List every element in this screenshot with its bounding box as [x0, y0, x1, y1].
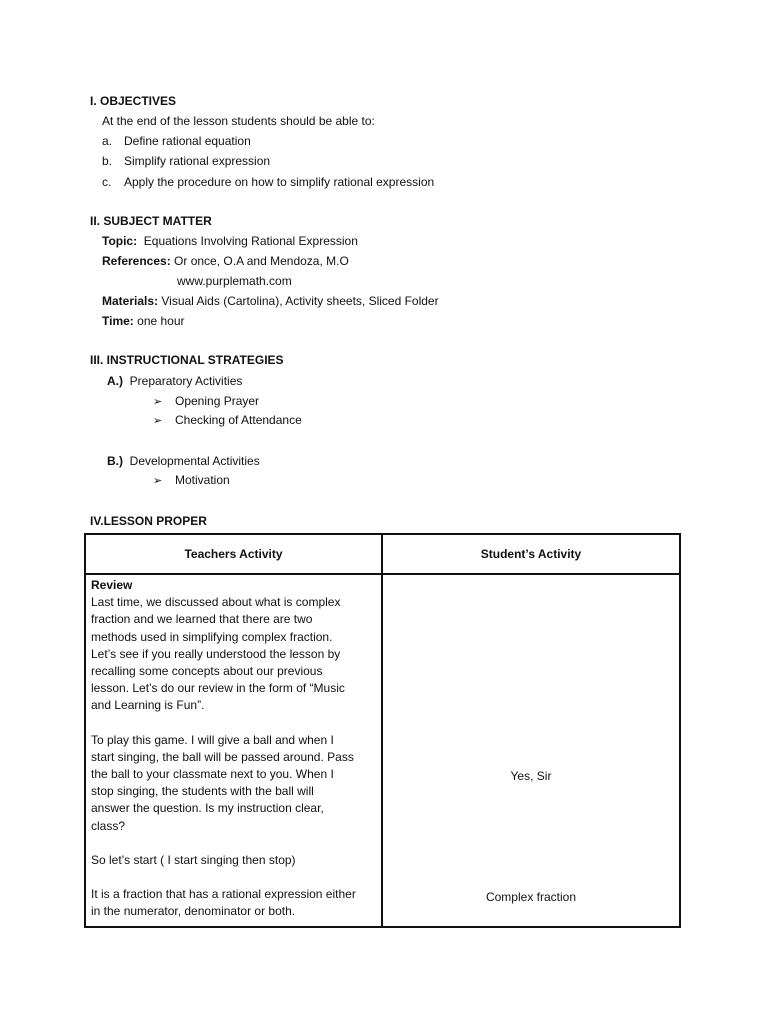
list-item-text: Opening Prayer [175, 394, 260, 408]
list-item [153, 472, 230, 489]
materials-value: Visual Aids (Cartolina), Activity sheets, Sliced Folder [161, 294, 439, 308]
list-marker: b. [102, 154, 113, 168]
objectives-heading: I. OBJECTIVES [90, 94, 177, 108]
references-url: www.purplemath.com [177, 274, 292, 288]
developmental-label: Developmental Activities [129, 454, 260, 468]
references-line [102, 253, 349, 269]
table-header-row [85, 534, 680, 574]
list-marker: a. [102, 134, 113, 148]
subject-matter-heading: II. SUBJECT MATTER [90, 214, 212, 228]
list-marker: B.) [107, 454, 123, 468]
objective-item-b [102, 153, 270, 169]
preparatory-heading [107, 373, 242, 389]
topic-line [102, 233, 358, 249]
list-marker: c. [102, 175, 112, 189]
question-paragraph: It is a fraction that has a rational expression either in the numerator, denominator or both. [91, 887, 356, 919]
objective-text: Simplify rational expression [124, 154, 271, 168]
review-paragraph: Last time, we discussed about what is complex fraction and we learned that there are two methods used in simplifying complex fraction. Let’s see if you really understood the lesson by recalling some concepts about our previous lesson. Let’s do our review in the form of “Music and Learning is Fun”. [91, 595, 345, 713]
student-answer-complex-fraction: Complex fraction [485, 890, 577, 904]
lesson-table [84, 533, 681, 928]
strategies-heading: III. INSTRUCTIONAL STRATEGIES [90, 353, 284, 367]
student-answer-yes-sir: Yes, Sir [510, 769, 552, 783]
time-line [102, 313, 185, 329]
list-marker: A.) [107, 374, 123, 388]
time-label: Time: [102, 314, 134, 328]
lesson-proper-heading: IV.LESSON PROPER [90, 514, 207, 528]
arrow-bullet-icon: ➢ [153, 475, 163, 487]
objectives-intro: At the end of the lesson students should be able to: [102, 114, 375, 128]
list-item-text: Motivation [175, 473, 230, 487]
objective-item-a [102, 133, 251, 149]
list-item-text: Checking of Attendance [175, 413, 302, 427]
teacher-column-header: Teachers Activity [85, 534, 382, 574]
objective-item-c [102, 174, 434, 190]
topic-label: Topic: [102, 234, 138, 248]
topic-value: Equations Involving Rational Expression [143, 234, 358, 248]
list-item [153, 393, 259, 410]
list-item [153, 412, 302, 429]
student-column-header: Student’s Activity [382, 534, 680, 574]
student-activity-cell [382, 574, 680, 927]
teacher-activity-cell [85, 574, 382, 927]
references-label: References: [102, 254, 171, 268]
arrow-bullet-icon: ➢ [153, 396, 163, 408]
references-value: Or once, O.A and Mendoza, M.O [174, 254, 349, 268]
objective-text: Apply the procedure on how to simplify rational expression [124, 175, 435, 189]
start-paragraph: So let’s start ( I start singing then stop) [91, 852, 296, 867]
objective-text: Define rational equation [124, 134, 251, 148]
developmental-heading [107, 453, 260, 469]
game-instructions-paragraph: To play this game. I will give a ball and when I start singing, the ball will be passed around. Pass the ball to your classmate next to you. When I stop singing, the students with the ball will answer the question. Is my instruction clear, class? [91, 732, 354, 833]
review-title: Review [91, 578, 133, 592]
arrow-bullet-icon: ➢ [153, 415, 163, 427]
materials-label: Materials: [102, 294, 159, 308]
time-value: one hour [137, 314, 185, 328]
materials-line [102, 293, 439, 309]
preparatory-label: Preparatory Activities [129, 374, 243, 388]
table-row [85, 574, 680, 927]
